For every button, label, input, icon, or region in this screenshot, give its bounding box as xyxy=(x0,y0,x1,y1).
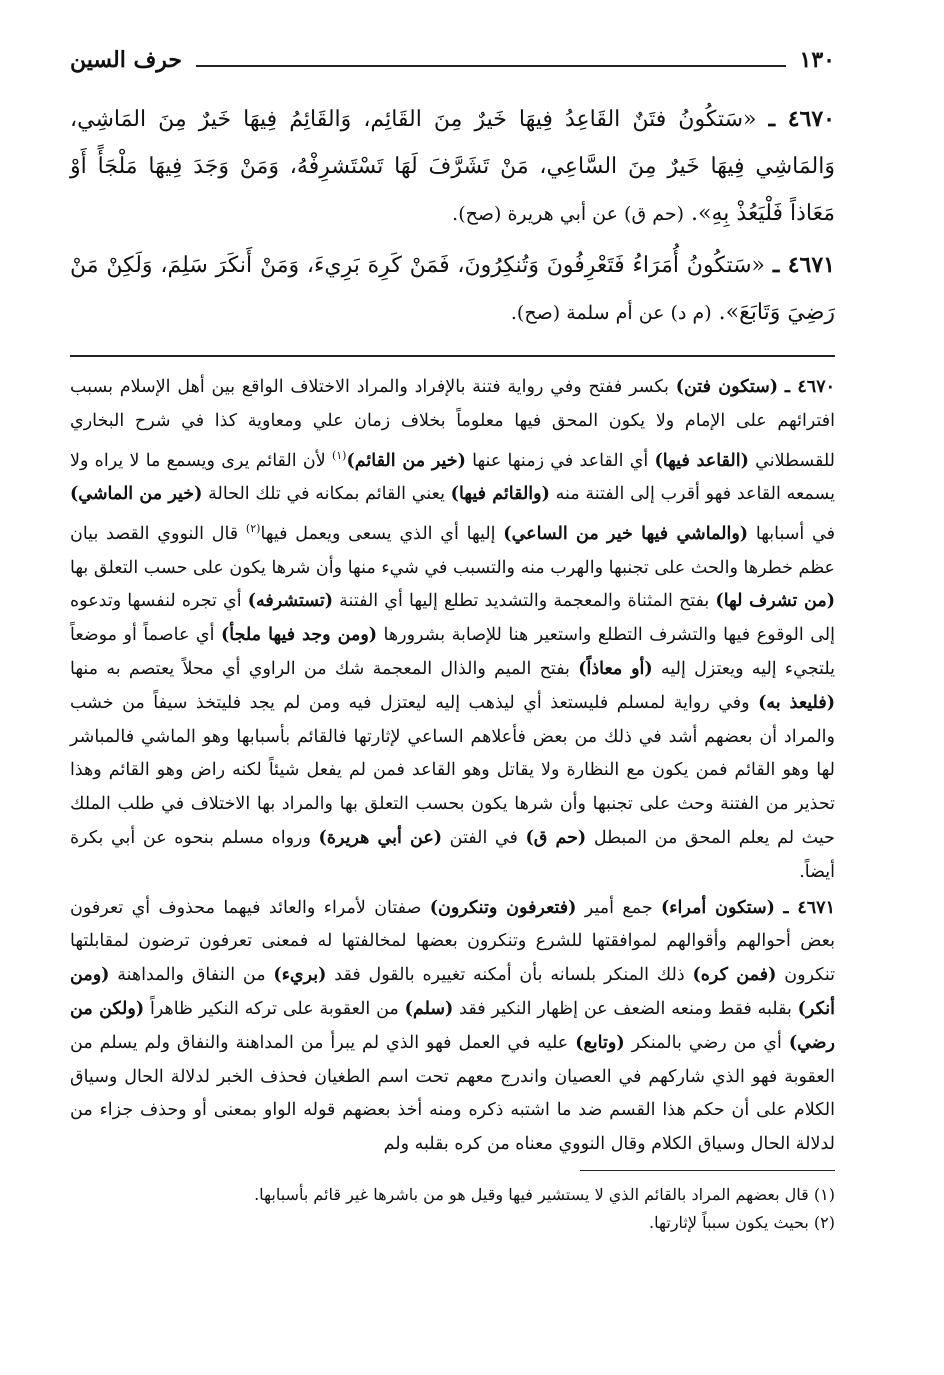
commentary-number: ٤٦٧٠ ـ xyxy=(784,377,835,397)
commentary-keyword: (سلم) xyxy=(404,999,454,1019)
commentary-keyword: (ومن وجد فيها ملجأ) xyxy=(220,625,378,646)
commentary-number: ٤٦٧١ ـ xyxy=(783,897,835,918)
hadith-4670 xyxy=(70,96,835,238)
commentary-keyword: (ومن أنكر) xyxy=(70,965,836,1019)
commentary-text: جمع أمير xyxy=(576,897,662,918)
footnote-ref: (١) xyxy=(331,448,347,462)
commentary-keyword: (فمن كره) xyxy=(692,965,777,986)
commentary-keyword: (تستشرفه) xyxy=(247,591,334,612)
commentary-keyword: (فتعرفون وتنكرون) xyxy=(429,897,577,918)
commentary-keyword: (فليعذ به) xyxy=(758,692,835,713)
commentary-keyword: (بريء) xyxy=(273,965,327,986)
commentary-text: بفتح الميم والذال المعجمة شك من الراوي أي محلاً يعتصم به منها xyxy=(70,659,579,680)
footnote-rule xyxy=(580,1170,835,1171)
commentary-text: أي القاعد في زمنها عنها xyxy=(465,450,655,471)
commentary-keyword: (خير من الماشي) xyxy=(70,484,203,505)
commentary-section xyxy=(70,371,835,1162)
footnote-2: (٢) بحيث يكون سبباً لإثارتها. xyxy=(649,1212,835,1232)
hadith-text: «سَتكُونُ أُمَرَاءُ فَتَعْرِفُونَ وَتُنكِرُونَ، فَمَنْ كَرِهَ بَرِيءَ، وَمَنْ أَنكَرَ سَلِمَ، وَلَكِنْ مَنْ رَضِيَ وَتَابَعَ». xyxy=(70,253,835,325)
commentary-text: بقلبه فقط ومنعه الضعف عن إظهار النكير فقد xyxy=(453,999,798,1019)
chapter-title: حرف السين xyxy=(70,47,183,73)
commentary-text: في أسبابها xyxy=(748,523,836,544)
page-number: ١٣٠ xyxy=(799,47,835,73)
section-divider xyxy=(70,355,835,357)
hadith-4671 xyxy=(70,242,835,337)
commentary-text: عليه في العمل فهو الذي لم يبرأ من المداهنة والنفاق ولم يسلم من العقوبة فهو الذي شاركهم في العصيان واندرج معهم تحت اسم الطغيان فحذف الخبر لدلالة الحال وسياق الكلام على أن حكم هذا القسم ضد ما اشتبه ذكره ومنه أخذ بعضهم قوله الواو بمعنى أو وحذف جزاء من لدلالة الحال وسياق الكلام وقال النووي معناه من كره بقلبه ولم xyxy=(70,1032,835,1155)
commentary-keyword: (عن أبي هريرة) xyxy=(318,828,443,849)
commentary-keyword: (من تشرف لها) xyxy=(715,591,836,612)
commentary-text: يعني القائم بمكانه في تلك الحالة xyxy=(202,484,451,505)
commentary-text: بفتح المثناة والمعجمة والتشديد تطلع إليها أي الفتنة xyxy=(333,591,716,612)
commentary-text: قال النووي القصد بيان عظم خطرها والحث على تجنبها والهرب منه والتسبب في شيء منها وأن شرها يكون على حسب التعلق بها xyxy=(70,523,835,578)
commentary-text: لأن القائم يرى ويسمع ما لا يراه ولا يسمعه القاعد فهو أقرب إلى الفتنة منه xyxy=(70,450,835,505)
commentary-keyword: (وتابع) xyxy=(575,1032,625,1053)
footnote-1: (١) قال بعضهم المراد بالقائم الذي لا يستشير فيها وقيل هو من باشرها غير قائم بأسبابها. xyxy=(254,1184,835,1204)
commentary-keyword: (القاعد فيها) xyxy=(654,450,749,471)
commentary-text: وفي رواية لمسلم فليستعذ أي ليذهب إليه ليعتزل فيه ومن لم يجد فليتخذ سيفاً من خشب والمراد أن بعضهم أشد في ذلك من بعض فأعلاهم الساعي لإثارتها فالقائم بأسبابها وهو الماشي فالمباشر لها وهو القائم فمن يكون مع النظارة ولا يقاتل وهو القاعد فمن لم يفعل شيئاً لكنه راض وهو القائم وهذا تحذير من الفتنة وحث على تجنبها وأن شرها يكون بحسب التعلق بها والمراد بها الاختلاف في طلب الملك حيث لم يعلم المحق من المبطل xyxy=(70,692,835,849)
hadith-number: ٤٦٧١ ـ xyxy=(772,252,835,278)
book-page xyxy=(70,30,835,1237)
commentary-text: من النفاق والمداهنة xyxy=(109,965,274,986)
commentary-text: صفتان لأمراء والعائد فيهما محذوف أي تعرفون بعض أحوالهم وأقوالهم لموافقتها للشرع وتنكرون بعضها لمخالفتها له فمعنى تعرفون ترضون لمقابلتها تنكرون xyxy=(70,897,835,986)
footnotes xyxy=(70,1181,835,1237)
commentary-text: من العقوبة على تركه النكير ظاهراً xyxy=(144,999,405,1019)
commentary-keyword: (حم ق) xyxy=(525,828,587,849)
commentary-text: ذلك المنكر بلسانه بأن أمكنه تغييره بالقول فقد xyxy=(326,965,693,986)
commentary-text: أي من رضي بالمنكر xyxy=(624,1032,789,1053)
hadith-section xyxy=(70,96,835,337)
commentary-keyword: (ولكن من رضي) xyxy=(70,999,835,1053)
commentary-keyword: (والقائم فيها) xyxy=(450,484,550,505)
commentary-4670 xyxy=(70,371,835,890)
hadith-text: «سَتكُونُ فتَنٌ القَاعِدُ فِيهَا خَيرٌ مِنَ القَائِم، وَالقَائِمُ فِيهَا خَيرٌ مِنَ المَاشِي، وَالمَاشِي فِيهَا خَيرٌ مِنَ السَّاعِي، مَنْ تَشَرَّفَ لَهَا تَسْتَشرِفْهُ، وَمَنْ وَجَدَ فِيهَا مَلْجَأً أَوْ مَعَاذاً فَلْيَعُذْ بِهِ». xyxy=(70,107,835,226)
commentary-keyword: (أو معاذاً) xyxy=(578,659,653,680)
commentary-4671 xyxy=(70,892,835,1162)
commentary-text: إليها أي الذي يسعى ويعمل فيها xyxy=(260,523,504,544)
commentary-text: أي تجره لنفسها وتدعوه إلى الوقوع فيها والتشرف التطلع واستعير هنا للإصابة بشرورها xyxy=(70,591,835,646)
commentary-text: في الفتن xyxy=(442,828,526,849)
commentary-keyword: (والماشي فيها خير من الساعي) xyxy=(503,523,749,544)
hadith-number: ٤٦٧٠ ـ xyxy=(768,106,835,132)
header-rule xyxy=(196,65,786,67)
commentary-text: بكسر ففتح وفي رواية فتنة بالإفراد والمراد الاختلاف الواقع بين أهل الإسلام بسبب افترائهم على الإمام ولا يكون المحق فيها معلوماً بخلاف زمان علي ومعاوية كذا في شرح البخاري للقسطلاني xyxy=(70,377,835,471)
footnote-ref: (٢) xyxy=(245,522,261,536)
page-header xyxy=(70,30,835,90)
commentary-text: أي عاصماً أو موضعاً يلتجيء إليه ويعتزل إليه xyxy=(70,625,835,680)
commentary-keyword: (خير من القائم) xyxy=(346,450,466,471)
commentary-keyword: (ستكون أمراء) xyxy=(661,897,775,918)
commentary-text: ورواه مسلم بنحوه عن أبي بكرة أيضاً. xyxy=(70,828,835,882)
hadith-source: (حم ق) عن أبي هريرة (صح). xyxy=(452,203,685,225)
hadith-source: (م د) عن أم سلمة (صح). xyxy=(510,302,712,324)
commentary-keyword: (ستكون فتن) xyxy=(675,377,779,397)
